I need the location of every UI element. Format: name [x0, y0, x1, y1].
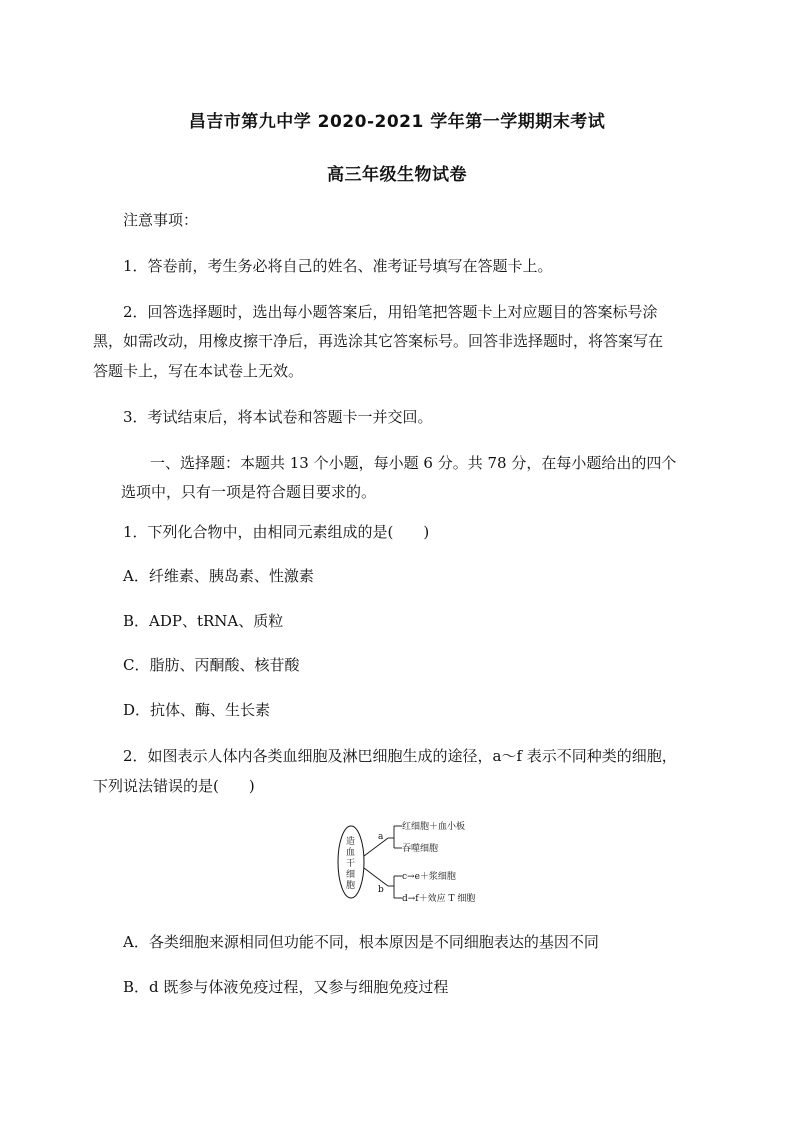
question-2-option-a: A．各类细胞来源相同但功能不同，根本原因是不同细胞表达的基因不同 [123, 933, 599, 951]
question-2-stem-line-2: 下列说法错误的是( ) [93, 777, 255, 795]
question-2-option-b: B．d 既参与体液免疫过程，又参与细胞免疫过程 [123, 978, 449, 996]
branch-red-cells: 红细胞＋血小板 [402, 822, 466, 832]
exam-subtitle: 高三年级生物试卷 [327, 165, 467, 185]
notice-item-3: 3．考试结束后，将本试卷和答题卡一并交回。 [123, 408, 433, 426]
notice-heading: 注意事项： [123, 211, 199, 229]
stem-cell-char-3: 干 [346, 859, 356, 869]
branch-phagocyte: 吞噬细胞 [402, 844, 439, 854]
stem-cell-char-2: 血 [346, 848, 356, 858]
arrow-to-b [364, 868, 388, 886]
label-b: b [378, 885, 384, 895]
notice-item-2-line-1: 2．回答选择题时，选出每小题答案后，用铅笔把答题卡上对应题目的答案标号涂 [123, 303, 658, 321]
branch-plasma-cell: c→e＋浆细胞 [402, 872, 456, 882]
section-intro-line-1: 一、选择题：本题共 13 个小题，每小题 6 分。共 78 分，在每小题给出的四个 [150, 454, 677, 472]
question-1-option-c: C．脂肪、丙酮酸、核苷酸 [123, 656, 300, 674]
branch-effector-t-cell: d→f＋效应 T 细胞 [402, 894, 476, 904]
stem-cell-char-1: 造 [346, 837, 356, 847]
question-1-option-b: B．ADP、tRNA、质粒 [123, 612, 284, 630]
question-1-option-d: D．抗体、酶、生长素 [123, 701, 271, 719]
notice-item-2-line-3: 答题卡上，写在本试卷上无效。 [93, 362, 304, 380]
question-2-stem-line-1: 2．如图表示人体内各类血细胞及淋巴细胞生成的途径，a～f 表示不同种类的细胞， [123, 747, 677, 765]
arrow-to-a [364, 838, 388, 856]
stem-cell-char-5: 胞 [346, 881, 356, 891]
exam-title: 昌吉市第九中学 2020-2021 学年第一学期期末考试 [188, 112, 606, 132]
section-intro-line-2: 选项中，只有一项是符合题目要求的。 [121, 483, 377, 501]
notice-item-1: 1．答卷前，考生务必将自己的姓名、准考证号填写在答题卡上。 [123, 257, 553, 275]
blood-cell-diagram [330, 812, 500, 912]
stem-cell-char-4: 细 [346, 870, 356, 880]
question-1-option-a: A．纤维素、胰岛素、性激素 [123, 567, 314, 585]
notice-item-2-line-2: 黑，如需改动，用橡皮擦干净后，再选涂其它答案标号。回答非选择题时，将答案写在 [93, 332, 664, 350]
label-a: a [378, 832, 384, 842]
question-1-stem: 1．下列化合物中，由相同元素组成的是( ) [123, 523, 430, 541]
